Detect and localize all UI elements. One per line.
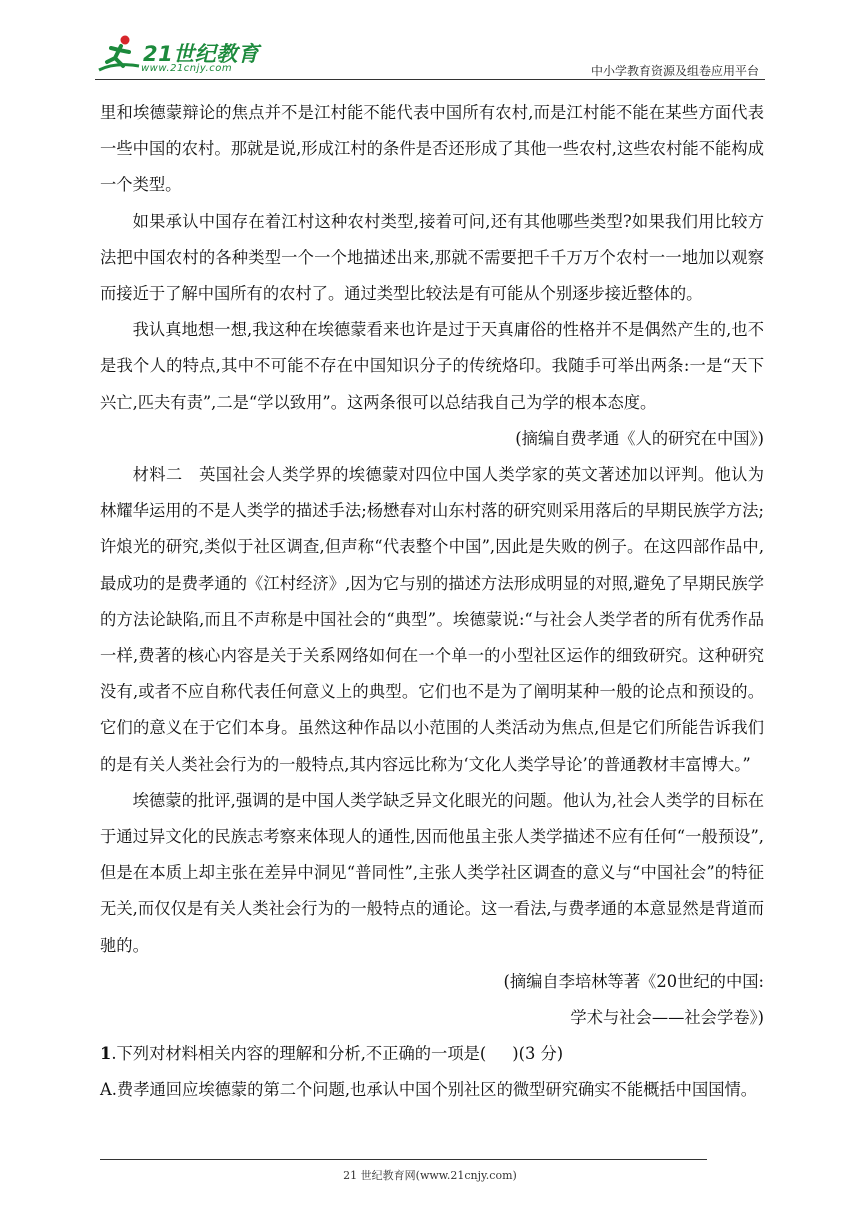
logo-brand-text: 21世纪教育 [143,42,260,66]
page-header [95,30,765,80]
logo-url-text: www.21cnjy.com [141,63,233,74]
question-score: )(3 分) [512,1044,564,1064]
site-logo[interactable] [95,32,265,78]
platform-tagline: 中小学教育资源及组卷应用平台 [590,64,759,78]
source-citation: (摘编自李培林等著《20世纪的中国: [503,971,764,991]
paragraph-continued: 里和埃德蒙辩论的焦点并不是江村能不能代表中国所有农村,而是江村能不能在某些方面代表一些中国的农村。那就是说,形成江村的条件是否还形成了其他一些农村,这些农村能不能构成一个类型。 [100,103,764,195]
option-a: A.费孝通回应埃德蒙的第二个问题,也承认中国个别社区的微型研究确实不能概括中国国情。 [100,1080,758,1100]
paragraph: 如果承认中国存在着江村这种农村类型,接着可问,还有其他哪些类型?如果我们用比较方法把中国农村的各种类型一个一个地描述出来,那就不需要把千千万万个农村一一地加以观察而接近于了解中国所有的农村了。通过类型比较法是有可能从个别逐步接近整体的。 [100,211,764,304]
document-body [100,95,764,1109]
paragraph: 我认真地想一想,我这种在埃德蒙看来也许是过于天真庸俗的性格并不是偶然产生的,也不是我个人的特点,其中不可能不存在中国知识分子的传统烙印。我随手可举出两条:一是“天下兴亡,匹夫有责”,二是“学以致用”。这两条很可以总结我自己为学的根本态度。 [100,320,764,412]
header-divider [95,79,765,80]
page-footer: 21 世纪教育网(www.21cnjy.com) [343,1169,517,1182]
paragraph: 埃德蒙的批评,强调的是中国人类学缺乏异文化眼光的问题。他认为,社会人类学的目标在于通过异文化的民族志考察来体现人的通性,因而他虽主张人类学描述不应有任何“一般预设”,但是在本质上却主张在差异中洞见“普同性”,主张人类学社区调查的意义与“中国社会”的特征无关,而仅仅是有关人类社会行为的一般特点的通论。这一看法,与费孝通的本意显然是背道而驰的。 [100,790,764,955]
question-stem-text: .下列对材料相关内容的理解和分析,不正确的一项是( [111,1044,487,1064]
source-citation: 学术与社会——社会学卷》) [570,1008,764,1028]
question-number: 1 [100,1044,112,1064]
runner-logo-icon [95,32,143,78]
question-stem [100,1036,764,1072]
paragraph-material-two: 材料二 英国社会人类学界的埃德蒙对四位中国人类学家的英文著述加以评判。他认为林耀华运用的不是人类学的描述手法;杨懋春对山东村落的研究则采用落后的早期民族学方法;许烺光的研究,类似于社区调查,但声称“代表整个中国”,因此是失败的例子。在这四部作品中,最成功的是费孝通的《江村经济》,因为它与别的描述方法形成明显的对照,避免了早期民族学的方法论缺陷,而且不声称是中国社会的“典型”。埃德蒙说:“与社会人类学者的所有优秀作品一样,费著的核心内容是关于关系网络如何在一个单一的小型社区运作的细致研究。这种研究没有,或者不应自称代表任何意义上的典型。它们也不是为了阐明某种一般的论点和预设的。它们的意义在于它们本身。虽然这种作品以小范围的人类活动为焦点,但是它们所能告诉我们的是有关人类社会行为的一般特点,其内容远比称为‘文化人类学导论’的普通教材丰富博大。” [100,465,764,774]
source-citation: (摘编自费孝通《人的研究在中国》) [515,428,764,448]
footer-divider [100,1159,707,1160]
